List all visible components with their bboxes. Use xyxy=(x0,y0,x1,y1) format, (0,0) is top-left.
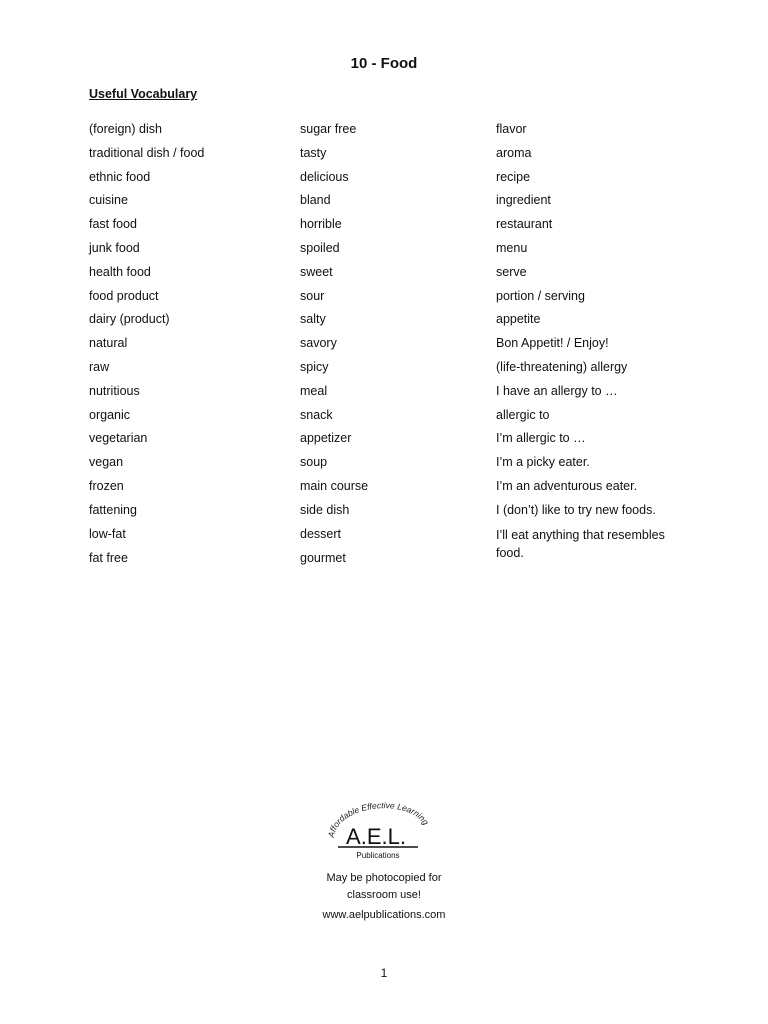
vocabulary-item: tasty xyxy=(300,145,327,160)
vocabulary-item: dessert xyxy=(300,526,341,541)
vocabulary-item: side dish xyxy=(300,502,350,517)
vocabulary-item: allergic to xyxy=(496,407,550,422)
vocabulary-item: bland xyxy=(300,193,331,208)
vocabulary-item: cuisine xyxy=(89,193,128,208)
vocabulary-item: appetizer xyxy=(300,431,352,446)
vocabulary-item: natural xyxy=(89,336,128,351)
vocabulary-item: I’ll eat anything that resembles food. xyxy=(496,527,665,560)
vocabulary-item: spoiled xyxy=(300,240,340,255)
vocabulary-item: soup xyxy=(300,455,328,470)
vocabulary-item: salty xyxy=(300,312,326,327)
vocabulary-item: main course xyxy=(300,478,369,493)
vocabulary-item: recipe xyxy=(496,169,531,184)
vocabulary-item: health food xyxy=(89,264,151,279)
vocabulary-item: ethnic food xyxy=(89,169,151,184)
vocabulary-item: food product xyxy=(89,288,159,303)
vocabulary-column-3 xyxy=(496,118,716,562)
vocabulary-item: fattening xyxy=(89,502,137,517)
photocopy-note-line-2: classroom use! xyxy=(347,889,421,901)
vocabulary-item: organic xyxy=(89,407,130,422)
vocabulary-item: sugar free xyxy=(300,122,357,136)
photocopy-note xyxy=(0,870,768,904)
vocabulary-item: traditional dish / food xyxy=(89,145,205,160)
vocabulary-item: low-fat xyxy=(89,526,126,541)
ael-publications-logo xyxy=(316,790,436,862)
vocabulary-item: fast food xyxy=(89,217,137,232)
page-title: 10 - Food xyxy=(350,55,418,72)
vocabulary-column-1 xyxy=(89,118,289,567)
vocabulary-item: portion / serving xyxy=(496,288,585,303)
vocabulary-item: dairy (product) xyxy=(89,312,170,327)
vocabulary-item: restaurant xyxy=(496,217,553,232)
photocopy-note-line-1: May be photocopied for xyxy=(326,872,442,884)
vocabulary-item: gourmet xyxy=(300,551,346,566)
vocabulary-item: nutritious xyxy=(89,383,140,398)
vocabulary-item: horrible xyxy=(300,217,342,232)
vocabulary-item: savory xyxy=(300,336,337,351)
vocabulary-item: Bon Appetit! / Enjoy! xyxy=(496,336,609,351)
vocabulary-item: flavor xyxy=(496,122,527,136)
vocabulary-item: appetite xyxy=(496,312,541,327)
vocabulary-item: (life-threatening) allergy xyxy=(496,359,628,374)
vocabulary-item: spicy xyxy=(300,359,329,374)
logo-main-text: A.E.L. xyxy=(346,824,406,849)
vocabulary-item: vegan xyxy=(89,455,124,470)
logo-sub-text: Publications xyxy=(356,851,400,860)
vocabulary-item: delicious xyxy=(300,169,349,184)
vocabulary-item: I’m an adventurous eater. xyxy=(496,478,638,493)
vocabulary-item: serve xyxy=(496,264,527,279)
vocabulary-item: sweet xyxy=(300,264,333,279)
vocabulary-item: (foreign) dish xyxy=(89,122,162,136)
vocabulary-item: I’m a picky eater. xyxy=(496,455,590,470)
vocabulary-item: I (don’t) like to try new foods. xyxy=(496,502,656,517)
vocabulary-item: fat free xyxy=(89,551,128,566)
vocabulary-column-2 xyxy=(300,118,480,567)
vocabulary-item: sour xyxy=(300,288,325,303)
vocabulary-item: raw xyxy=(89,359,110,374)
vocabulary-item: junk food xyxy=(89,240,140,255)
vocabulary-item: ingredient xyxy=(496,193,551,208)
vocabulary-item: vegetarian xyxy=(89,431,148,446)
vocabulary-item: meal xyxy=(300,383,328,398)
vocabulary-item: I have an allergy to … xyxy=(496,383,618,398)
vocabulary-item: frozen xyxy=(89,478,124,493)
publisher-url: www.aelpublications.com xyxy=(322,909,446,921)
vocabulary-item: snack xyxy=(300,407,333,422)
section-heading: Useful Vocabulary xyxy=(89,87,198,101)
logo-arc-text: Affordable Effective Learning xyxy=(325,800,432,839)
page-number: 1 xyxy=(380,966,388,980)
vocabulary-item: menu xyxy=(496,240,528,255)
vocabulary-item: aroma xyxy=(496,145,532,160)
vocabulary-item: I’m allergic to … xyxy=(496,431,586,446)
